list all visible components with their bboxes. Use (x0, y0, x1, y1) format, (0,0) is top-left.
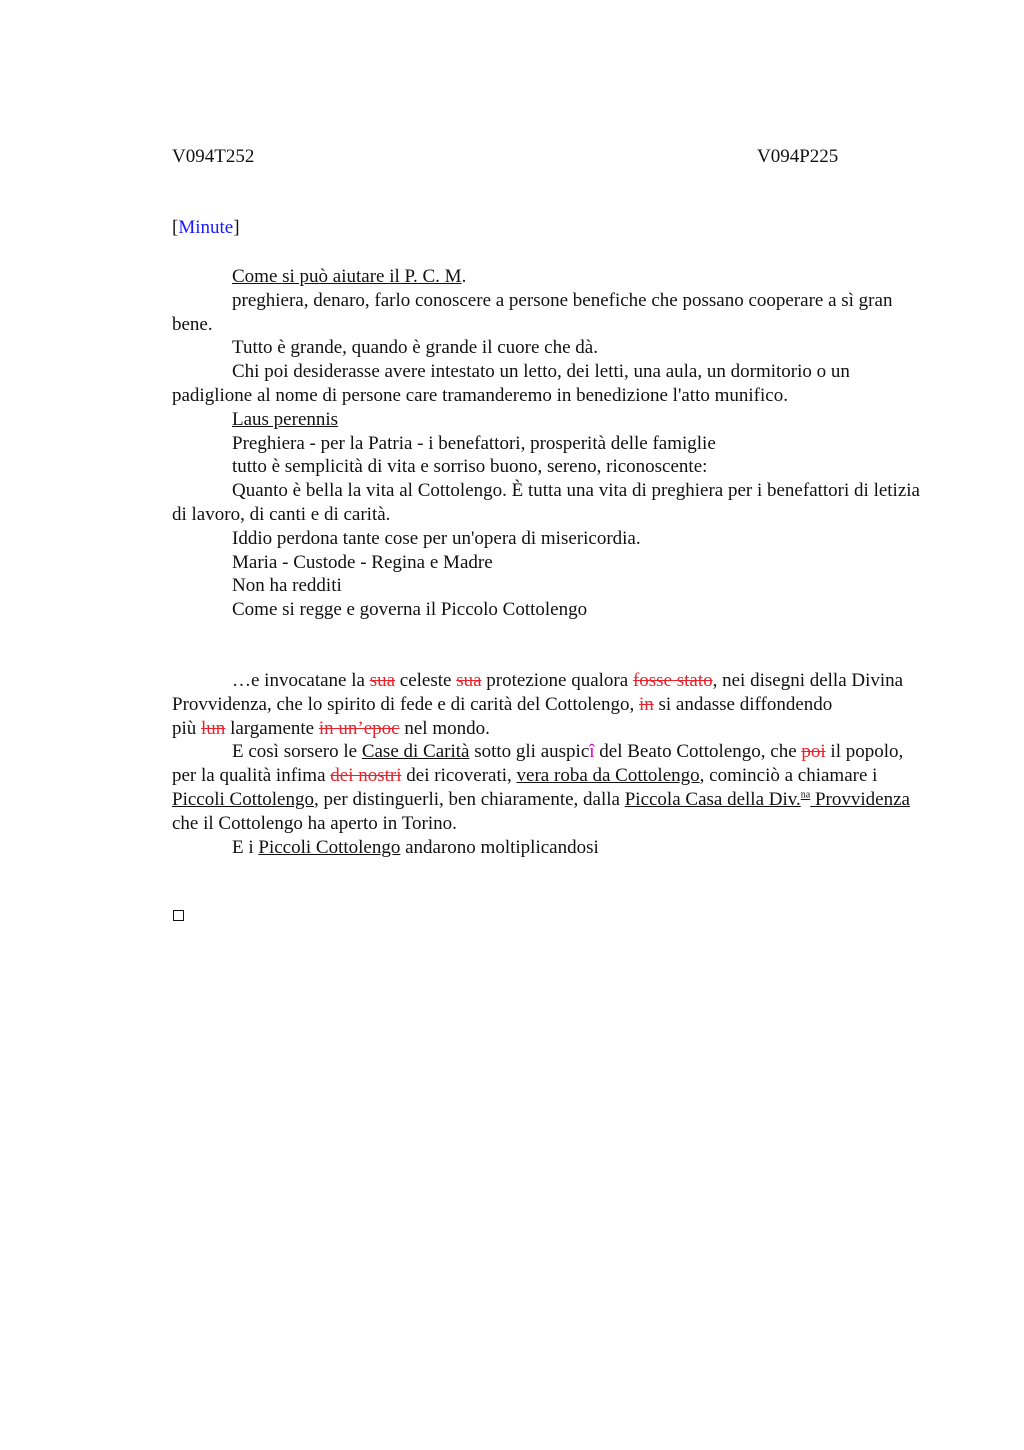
note-line: Come si regge e governa il Piccolo Cottolengo (232, 599, 588, 621)
note-heading: Come si può aiutare il P. C. M (232, 266, 462, 287)
note-line: Come si può aiutare il P. C. M. (232, 266, 467, 287)
deleted-text: sua (456, 670, 482, 691)
note-line: Quanto è bella la vita al Cottolengo. È tutta una vita di preghiera per i benefattori di letizia di lavoro, di canti e di carità. (172, 480, 920, 525)
draft-block (172, 669, 926, 859)
underlined-text: Piccoli Cottolengo (258, 836, 401, 858)
draft-paragraph: più lun largamente in un’epoc nel mondo. (172, 717, 490, 739)
uncertain-reading-mark: î (589, 741, 595, 763)
note-line: Chi poi desiderasse avere intestato un letto, dei letti, una aula, un dormitorio o un padiglione al nome di persone care tramanderemo in benedizione l'atto munifico. (172, 361, 850, 406)
note-line: Preghiera - per la Patria - i benefattori, prosperità delle famiglie (232, 432, 716, 454)
empty-box-icon (173, 910, 184, 921)
bracket-open: [ (172, 217, 179, 238)
draft-paragraph: E così sorsero le Case di Carità sotto gli auspicî del Beato Cottolengo, che poi il popolo, per la qualità infima dei nostri dei ricoverati, vera roba da Cottolengo, cominciò a chiamare i Piccoli Cottolengo, per distinguerli, ben chiaramente, dalla Piccola Casa della Div.$^{na}$ Provvidenza che il Cottolengo ha aperto in Torino. (172, 741, 910, 834)
deleted-text: in un’epoc (318, 717, 400, 739)
underlined-text: Piccola Casa della Div. (624, 788, 801, 810)
note-line: Iddio perdona tante cose per un'opera di misericordia. (232, 527, 641, 549)
document-code-right: V094P225 (757, 146, 839, 167)
note-line: Tutto è grande, quando è grande il cuore che dà. (232, 337, 598, 359)
underlined-text: Provvidenza (810, 788, 910, 810)
document-code-left: V094T252 (172, 146, 255, 167)
underlined-text: vera roba da Cottolengo (516, 765, 700, 787)
superscript: na (800, 789, 811, 801)
deleted-text: lun (201, 717, 226, 739)
deleted-text: dei nostri (330, 765, 402, 787)
note-line: Maria - Custode - Regina e Madre (232, 551, 493, 573)
notes-block (172, 265, 926, 622)
note-line: tutto è semplicità di vita e sorriso buono, sereno, riconoscente: (232, 456, 708, 478)
note-line: preghiera, denaro, farlo conoscere a persone benefiche che possano cooperare a sì gran bene. (172, 289, 893, 335)
deleted-text: poi (801, 741, 826, 763)
underlined-text: Case di Carità (361, 741, 470, 763)
deleted-text: sua (369, 670, 396, 691)
note-heading: Laus perennis (232, 408, 339, 430)
deleted-text: fosse stato (632, 670, 713, 691)
minute-label (172, 216, 240, 240)
minute-text: Minute (178, 217, 234, 238)
draft-paragraph: …e invocatane la sua celeste sua protezione qualora fosse stato, nei disegni della Divina Provvidenza, che lo spirito di fede e di carità del Cottolengo, in si andasse diffondendo (172, 670, 904, 715)
underlined-text: Piccoli Cottolengo (172, 788, 314, 810)
note-line: Non ha redditi (232, 575, 342, 597)
deleted-text: in (638, 693, 654, 715)
bracket-close: ] (233, 217, 240, 238)
note-line (172, 408, 926, 432)
draft-paragraph: E i Piccoli Cottolengo andarono moltiplicandosi (232, 836, 599, 858)
